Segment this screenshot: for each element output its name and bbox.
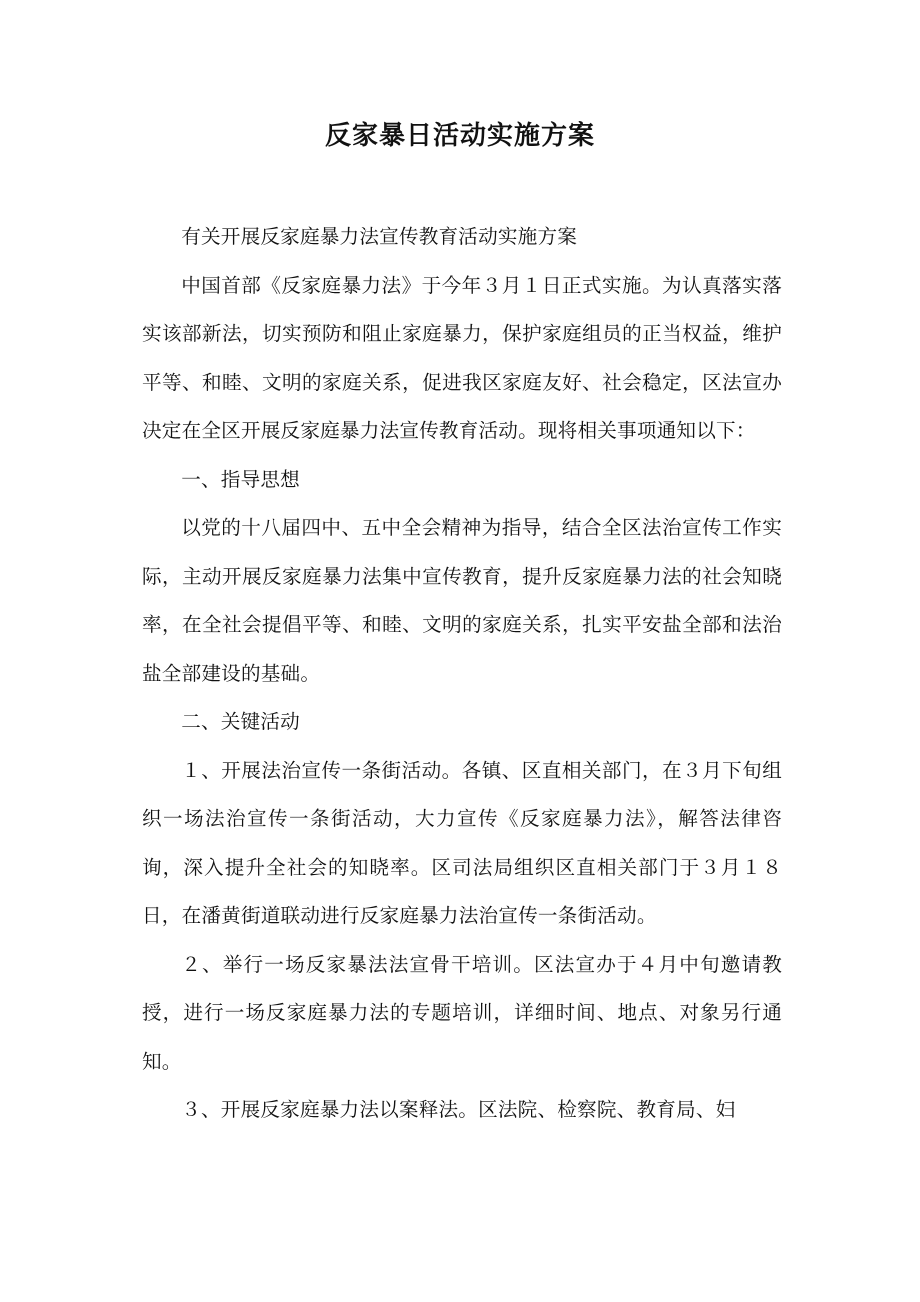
- paragraph-guiding-ideology: 以党的十八届四中、五中全会精神为指导，结合全区法治宣传工作实际，主动开展反家庭暴力法集中宣传教育，提升反家庭暴力法的社会知晓率，在全社会提倡平等、和睦、文明的家庭关系，扎实平安盐全部和法治盐全部建设的基础。: [142, 516, 782, 685]
- paragraph-activity-3: ３、开展反家庭暴力法以案释法。区法院、检察院、教育局、妇: [181, 1098, 736, 1121]
- document-body: [142, 213, 782, 1135]
- section-heading-guiding-ideology: 一、指导思想: [181, 467, 300, 491]
- paragraph-activity-2: ２、举行一场反家暴法法宣骨干培训。区法宣办于４月中旬邀请教授，进行一场反家庭暴力法的专题培训，详细时间、地点、对象另行通知。: [142, 952, 782, 1073]
- paragraph-subtitle: 有关开展反家庭暴力法宣传教育活动实施方案: [181, 225, 578, 248]
- paragraph-activity-1: １、开展法治宣传一条街活动。各镇、区直相关部门，在３月下旬组织一场法治宣传一条街活动，大力宣传《反家庭暴力法》，解答法律咨询，深入提升全社会的知晓率。区司法局组织区直相关部门于３月１８日，在潘黄街道联动进行反家庭暴力法治宣传一条街活动。: [142, 758, 782, 927]
- paragraph-intro: 中国首部《反家庭暴力法》于今年３月１日正式实施。为认真落实落实该部新法，切实预防和阻止家庭暴力，保护家庭组员的正当权益，维护平等、和睦、文明的家庭关系，促进我区家庭友好、社会稳定，区法宣办决定在全区开展反家庭暴力法宣传教育活动。现将相关事项通知以下：: [142, 273, 782, 442]
- section-heading-key-activities: 二、关键活动: [181, 710, 300, 733]
- document-title: 反家暴日活动实施方案: [324, 121, 595, 151]
